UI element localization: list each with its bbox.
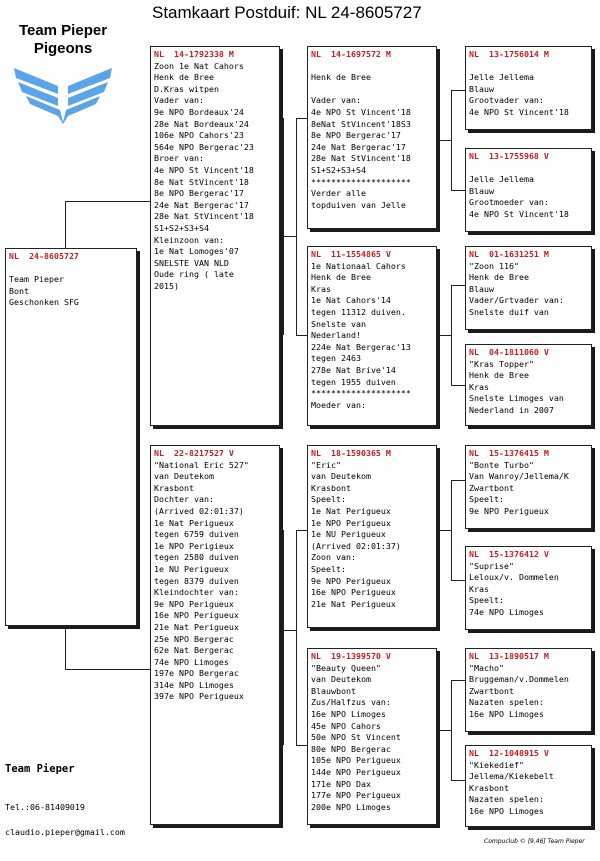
- pigeon-card-dss: [465, 445, 592, 529]
- card-line: [9, 263, 133, 275]
- card-line: Vader/Grtvader van:: [469, 295, 564, 306]
- ring-number: NL 22-8217527 V: [154, 448, 234, 458]
- card-line: 4e NPO St Vincent'18: [154, 164, 254, 175]
- card-line: Zoon van:: [311, 552, 356, 563]
- card-line: 1e Nationaal Cahors: [311, 260, 406, 271]
- card-line: 16e NPO Perigueux: [154, 610, 239, 621]
- card-line: 80e NPO Bergerac: [311, 743, 391, 754]
- card-line: Kras: [469, 583, 489, 594]
- card-line: 9e NPO Bordeaux'24: [154, 106, 244, 117]
- card-line: Van Wanroy/Jellema/K: [469, 471, 569, 482]
- card-line: 1e Nat Perigueux: [311, 505, 391, 516]
- card-line: Henk de Bree: [469, 370, 529, 381]
- connector: [451, 285, 452, 385]
- ring-number: NL 12-1048915 V: [469, 748, 549, 758]
- card-line: 9e NPO Perigueux: [154, 598, 234, 609]
- connector: [451, 480, 466, 481]
- card-line: Team Pieper: [9, 274, 64, 285]
- card-line: Kleinzoon van:: [154, 234, 224, 245]
- card-line: Snelste van: [311, 318, 366, 329]
- card-line: 16e NPO Limoges: [469, 805, 544, 816]
- card-line: Kleindochter van:: [154, 587, 239, 598]
- card-line: ********************: [311, 176, 411, 187]
- card-line: Snelste Limoges van: [469, 393, 564, 404]
- pigeon-card-ddd: [465, 745, 592, 827]
- card-line: Zoon 1e Nat Cahors: [154, 60, 244, 71]
- card-line: S1+S2+S3+S4: [311, 164, 366, 175]
- pigeon-card-main: [5, 248, 137, 626]
- card-line: 314e NPO Limoges: [154, 679, 234, 690]
- card-line: Henk de Bree: [311, 72, 371, 83]
- card-line: Snelste duif van: [469, 306, 549, 317]
- connector: [451, 385, 466, 386]
- card-line: tegen 6759 duiven: [154, 529, 239, 540]
- ring-number: NL 01-1631251 M: [469, 249, 549, 259]
- ring-number: NL 14-1697572 M: [311, 49, 391, 59]
- card-line: Krasbont: [469, 782, 509, 793]
- card-line: 1e Nat Perigueux: [154, 517, 234, 528]
- card-line: Henk de Bree: [154, 72, 214, 83]
- connector: [296, 335, 307, 336]
- card-line: Oude ring ( late: [154, 269, 234, 280]
- card-line: 21e Nat Perigueux: [311, 598, 396, 609]
- pigeon-card-sire-dam: [307, 246, 437, 426]
- ring-number: NL 18-1590365 M: [311, 448, 391, 458]
- card-line: tegen 2580 duiven: [154, 552, 239, 563]
- card-line: "Kras Topper": [469, 358, 534, 369]
- ring-number: NL 11-1554865 V: [311, 249, 391, 259]
- pigeon-card-dds: [465, 648, 592, 732]
- connector: [65, 201, 66, 248]
- connector: [296, 530, 297, 746]
- card-line: 106e NPO Cahors'23: [154, 130, 244, 141]
- card-line: Nazaten spelen:: [469, 697, 544, 708]
- card-line: Blauw: [469, 283, 494, 294]
- card-line: Vader van:: [311, 95, 361, 106]
- pigeon-card-sss: [465, 46, 592, 130]
- card-line: Zus/Halfzus van:: [311, 697, 391, 708]
- footer-credit: Compuclub © [9.46] Team Pieper: [484, 838, 585, 845]
- card-line: 8e NPO Bergerac'17: [154, 188, 244, 199]
- card-line: "National Eric 527": [154, 459, 249, 470]
- card-line: Jellema/Kiekebelt: [469, 771, 554, 782]
- connector: [451, 580, 466, 581]
- card-line: Kras: [469, 381, 489, 392]
- ring-number: NL 13-1756014 M: [469, 49, 549, 59]
- card-line: 4e NPO St Vincent'18: [469, 106, 569, 117]
- connector: [283, 118, 284, 335]
- card-line: "Macho": [469, 662, 504, 673]
- card-line: Speelt:: [469, 595, 504, 606]
- connector: [65, 627, 66, 669]
- card-line: [311, 61, 433, 73]
- card-line: Kras: [311, 283, 331, 294]
- card-line: 9e NPO Perigueux: [311, 575, 391, 586]
- team-name: Team Pieper: [5, 763, 75, 775]
- card-line: 2015): [154, 280, 179, 291]
- ring-number: NL 19-1399570 V: [311, 651, 391, 661]
- phone-number: Tel.:06-81409019: [5, 802, 85, 812]
- card-line: Bont: [9, 285, 29, 296]
- card-line: D.Kras witpen: [154, 83, 219, 94]
- connector: [451, 680, 466, 681]
- card-line: Leloux/v. Dommelen: [469, 572, 559, 583]
- connector: [451, 190, 466, 191]
- card-line: Blauwbont: [311, 685, 356, 696]
- card-line: Henk de Bree: [311, 272, 371, 283]
- card-line: Grootmoeder van:: [469, 197, 549, 208]
- card-line: Krasbont: [311, 482, 351, 493]
- card-line: Vader van:: [154, 95, 204, 106]
- card-line: van Deutekom: [154, 471, 214, 482]
- card-line: 45e NPO Cahors: [311, 720, 381, 731]
- card-line: 28e Nat Bordeaux'24: [154, 118, 249, 129]
- card-line: Henk de Bree: [469, 272, 529, 283]
- card-line: 200e NPO Limoges: [311, 801, 391, 812]
- card-line: [469, 61, 588, 73]
- card-line: "Kiekedief": [469, 759, 524, 770]
- card-line: 397e NPO Perigueux: [154, 691, 244, 702]
- pigeon-wings-icon: [8, 66, 118, 126]
- card-line: 74e NPO Limoges: [154, 656, 229, 667]
- card-line: 1e NU Perigueux: [154, 563, 229, 574]
- card-line: 9e NPO Perigueux: [469, 505, 549, 516]
- card-line: 8eNat StVincent'18S3: [311, 118, 411, 129]
- pigeon-card-sds: [465, 246, 592, 330]
- card-line: Geschonken SFG: [9, 297, 79, 308]
- pigeon-card-sire-sire: [307, 46, 437, 229]
- card-line: Jelle Jellema: [469, 174, 534, 185]
- connector: [451, 90, 466, 91]
- card-line: "Beauty Queen": [311, 662, 381, 673]
- card-line: "Bonte Turbo": [469, 459, 534, 470]
- connector: [451, 285, 466, 286]
- card-line: 197e NPO Bergerac: [154, 668, 239, 679]
- connector: [283, 630, 296, 631]
- logo-line-2: Pigeons: [33, 40, 93, 57]
- card-line: Krasbont: [154, 482, 194, 493]
- connector: [65, 669, 150, 670]
- card-line: 8e Nat StVincent'18: [154, 176, 249, 187]
- card-line: Speelt:: [469, 494, 504, 505]
- card-line: tegen 8379 duiven: [154, 575, 239, 586]
- card-line: Nederland!: [311, 330, 361, 341]
- card-line: 4e NPO St Vincent'18: [469, 208, 569, 219]
- card-line: [311, 84, 433, 96]
- card-line: Bruggeman/v.Dommelen: [469, 674, 569, 685]
- card-line: 28e Nat StVincent'18: [154, 211, 254, 222]
- card-line: 4e NPO St Vincent'18: [311, 106, 411, 117]
- pigeon-card-dam: [150, 445, 280, 825]
- card-line: [469, 163, 588, 175]
- connector: [451, 480, 452, 580]
- card-line: 16e NPO Perigueux: [311, 587, 396, 598]
- connector: [451, 680, 452, 780]
- ring-number: NL 13-1890517 M: [469, 651, 549, 661]
- card-line: 1e Nat Lomoges'07: [154, 246, 239, 257]
- card-line: 62e Nat Bergerac: [154, 645, 234, 656]
- card-line: topduiven van Jelle: [311, 199, 406, 210]
- card-line: tegen 2463: [311, 353, 361, 364]
- connector: [296, 118, 297, 336]
- card-line: ********************: [311, 388, 411, 399]
- card-line: "Suprise": [469, 560, 514, 571]
- card-line: 171e NPO Dax: [311, 778, 371, 789]
- page-title: Stamkaart Postduif: NL 24-8605727: [152, 3, 422, 22]
- card-line: Verder alle: [311, 188, 366, 199]
- connector: [283, 530, 284, 745]
- card-line: 105e NPO Perigueux: [311, 755, 401, 766]
- ring-number: NL 14-1792338 M: [154, 49, 234, 59]
- card-line: "Zoon 116": [469, 260, 519, 271]
- connector: [296, 530, 307, 531]
- card-line: 177e NPO Perigueux: [311, 790, 401, 801]
- card-line: Blauw: [469, 83, 494, 94]
- card-line: Zwartbont: [469, 685, 514, 696]
- card-line: 1e NPO Perigieux: [154, 540, 234, 551]
- card-line: 21e Nat Perigueux: [154, 621, 239, 632]
- card-line: 144e NPO Perigueux: [311, 766, 401, 777]
- pigeon-card-ssd: [465, 148, 592, 232]
- card-line: 74e NPO Limoges: [469, 606, 544, 617]
- connector: [65, 201, 150, 202]
- card-line: tegen 1955 duiven: [311, 376, 396, 387]
- pigeon-card-dam-sire: [307, 445, 437, 628]
- card-line: van Deutekom: [311, 471, 371, 482]
- connector: [451, 780, 466, 781]
- card-line: van Deutekom: [311, 674, 371, 685]
- card-line: 1e NPO Perigueux: [311, 517, 391, 528]
- connector: [440, 530, 451, 531]
- card-line: 16e NPO Limoges: [469, 708, 544, 719]
- card-line: 564e NPO Bergerac'23: [154, 141, 254, 152]
- card-line: S1+S2+S3+S4: [154, 222, 209, 233]
- card-line: Jelle Jellema: [469, 72, 534, 83]
- card-line: 278e Nat Brive'14: [311, 364, 396, 375]
- team-logo: [8, 18, 118, 126]
- card-line: 1e Nat Cahors'14: [311, 295, 391, 306]
- connector: [440, 730, 451, 731]
- card-line: 24e Nat Bergerac'17: [311, 141, 406, 152]
- ring-number: NL 15-1376412 V: [469, 549, 549, 559]
- card-line: 1e NU Perigueux: [311, 529, 386, 540]
- email-address[interactable]: claudio.pieper@gmail.com: [5, 827, 125, 837]
- ring-number: NL 24-8605727: [9, 251, 79, 261]
- card-line: 224e Nat Bergerac'13: [311, 341, 411, 352]
- card-line: Grootvader van:: [469, 95, 544, 106]
- card-line: 25e NPO Bergerac: [154, 633, 234, 644]
- connector: [296, 745, 307, 746]
- ring-number: NL 13-1755968 V: [469, 151, 549, 161]
- connector: [451, 90, 452, 190]
- card-line: 16e NPO Limoges: [311, 708, 386, 719]
- pigeon-card-dam-dam: [307, 648, 437, 825]
- card-line: 8e NPO Bergerac'17: [311, 130, 401, 141]
- logo-line-1: Team Pieper: [18, 22, 108, 39]
- card-line: Moeder van:: [311, 399, 366, 410]
- card-line: 50e NPO St Vincent: [311, 732, 401, 743]
- card-line: 28e Nat StVincent'18: [311, 153, 411, 164]
- pigeon-card-sdd: [465, 344, 592, 426]
- card-line: Broer van:: [154, 153, 204, 164]
- ring-number: NL 04-1811060 V: [469, 347, 549, 357]
- card-line: Speelt:: [311, 494, 346, 505]
- connector: [440, 335, 451, 336]
- connector: [296, 118, 307, 119]
- card-line: Dochter van:: [154, 494, 214, 505]
- card-line: "Eric": [311, 459, 341, 470]
- card-line: Blauw: [469, 185, 494, 196]
- card-line: (Arrived 02:01:37): [154, 505, 244, 516]
- pigeon-card-dsd: [465, 546, 592, 630]
- pigeon-card-sire: [150, 46, 280, 426]
- ring-number: NL 15-1376415 M: [469, 448, 549, 458]
- card-line: (Arrived 02:01:37): [311, 540, 401, 551]
- card-line: Speelt:: [311, 563, 346, 574]
- card-line: Nederland in 2007: [469, 404, 554, 415]
- card-line: 24e Nat Bergerac'17: [154, 199, 249, 210]
- card-line: SNELSTE VAN NLD: [154, 257, 229, 268]
- card-line: tegen 11312 duiven.: [311, 306, 406, 317]
- card-line: Nazaten spelen:: [469, 794, 544, 805]
- connector: [440, 140, 451, 141]
- connector: [283, 236, 296, 237]
- card-line: Zwartbont: [469, 482, 514, 493]
